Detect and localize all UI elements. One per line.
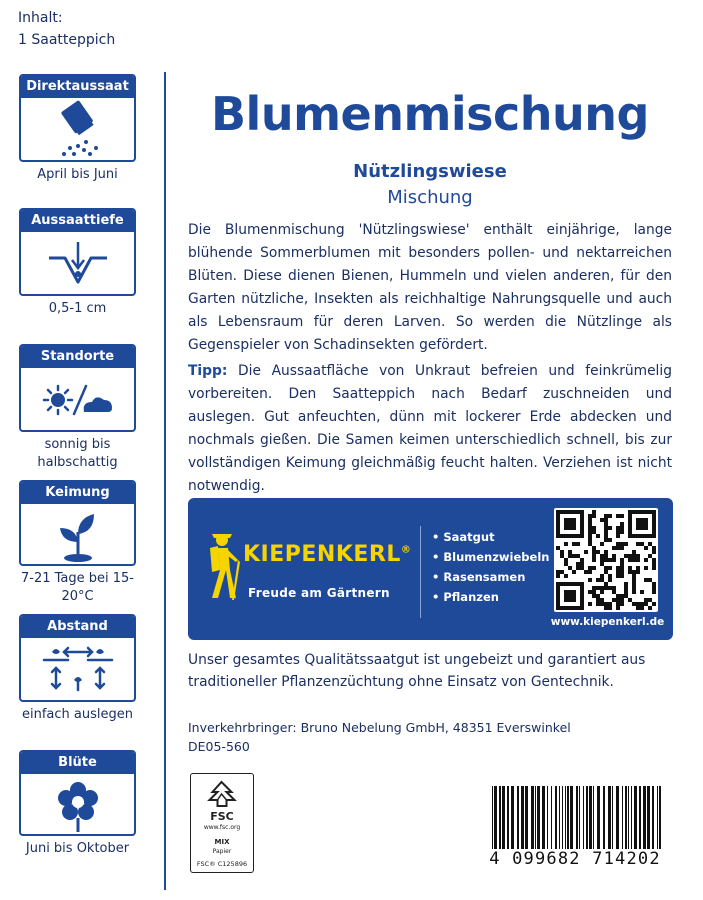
card-caption: sonnig bis halbschattig	[37, 437, 118, 470]
fsc-logo-text: FSC	[210, 810, 234, 823]
banner-divider	[420, 526, 421, 618]
card-title: Abstand	[21, 616, 134, 638]
quality-note: Unser gesamtes Qualitätssaatgut ist ungebeizt und garantiert aus traditioneller Pflanzenzüchtung ohne Einsatz von Gentechnik.	[188, 652, 646, 690]
product-category-item: • Blumenzwiebeln	[432, 548, 549, 566]
seedling-icon	[48, 504, 108, 566]
sun-cloud-icon	[38, 368, 118, 430]
tip-label: Tipp:	[188, 363, 228, 379]
planting-tip	[188, 360, 672, 498]
qr-code[interactable]	[554, 508, 658, 612]
card-title: Standorte	[21, 346, 134, 368]
contents-value: 1 Saatteppich	[18, 32, 116, 48]
info-card-sowing-depth	[19, 208, 136, 296]
product-category-item: • Rasensamen	[432, 568, 525, 586]
product-type: Mischung	[387, 187, 473, 208]
card-caption: 7-21 Tage bei 15-20°C	[20, 571, 134, 604]
card-title: Direktaussaat	[21, 76, 134, 98]
card-title: Blüte	[21, 752, 134, 774]
card-title: Aussaattiefe	[21, 210, 134, 232]
product-variety: Nützlingswiese	[353, 161, 507, 182]
barcode-number: 4 099682 714202	[480, 849, 670, 869]
website-link[interactable]: www.kiepenkerl.de	[550, 616, 665, 628]
distributor-info: Inverkehrbringer: Bruno Nebelung GmbH, 48351 Everswinkel	[188, 720, 571, 735]
product-category-item: • Pflanzen	[432, 588, 499, 606]
card-caption: April bis Juni	[37, 167, 118, 182]
spacing-arrows-icon	[38, 638, 118, 700]
contents-label: Inhalt:	[18, 10, 63, 26]
card-caption: einfach auslegen	[22, 707, 133, 722]
registration-code: DE05-560	[188, 739, 250, 754]
flower-icon	[48, 774, 108, 836]
sowing-depth-icon	[43, 232, 113, 294]
barcode	[480, 786, 670, 886]
info-card-spacing	[19, 614, 136, 702]
brand-name: KIEPENKERL®	[243, 542, 412, 567]
info-card-germination	[19, 480, 136, 566]
tip-text: Die Aussaatfläche von Unkraut befreien und feinkrümelig vorbereiten. Den Saatteppich nach Bedarf zuschneiden und auslegen. Gut anfeuchten, dünn mit lockerer Erde abdecken und nochmals gießen. Die Samen keimen unterschiedlich schnell, bis zur vollständigen Keimung gleichmäßig feucht halten. Verziehen ist nicht notwendig.	[188, 363, 672, 494]
brand-banner	[188, 498, 673, 640]
fsc-license: FSC® C125896	[196, 860, 248, 868]
brand-tagline: Freude am Gärtnern	[248, 586, 390, 600]
fsc-mix: MIX	[214, 838, 230, 846]
info-card-location	[19, 344, 136, 432]
card-title: Keimung	[21, 482, 134, 504]
product-title: Blumenmischung	[211, 87, 649, 141]
sidebar-divider	[164, 72, 166, 890]
fsc-label	[190, 773, 254, 873]
fsc-site: www.fsc.org	[203, 824, 241, 831]
product-description: Die Blumenmischung 'Nützlingswiese' enthält einjährige, lange blühende Sommerblumen mit besonders pollen- und nektarreichen Blüten. Diese dienen Bienen, Hummeln und vielen anderen, für den Garten nützliche, Insekten als reichhaltige Nahrungsquelle und auch als Lebensraum für deren Larven. So werden die Nützlinge als Gegenspieler von Schadinsekten gefördert.	[188, 222, 672, 353]
fsc-paper: Papier	[212, 848, 232, 855]
info-card-direct-sowing	[19, 74, 136, 162]
info-card-bloom	[19, 750, 136, 836]
seed-bag-pour-icon	[48, 98, 108, 160]
card-caption: 0,5-1 cm	[48, 301, 107, 316]
hiker-logo-icon	[202, 526, 242, 606]
product-category-item: • Saatgut	[432, 528, 495, 546]
card-caption: Juni bis Oktober	[25, 841, 130, 856]
fsc-tree-icon	[191, 780, 253, 808]
